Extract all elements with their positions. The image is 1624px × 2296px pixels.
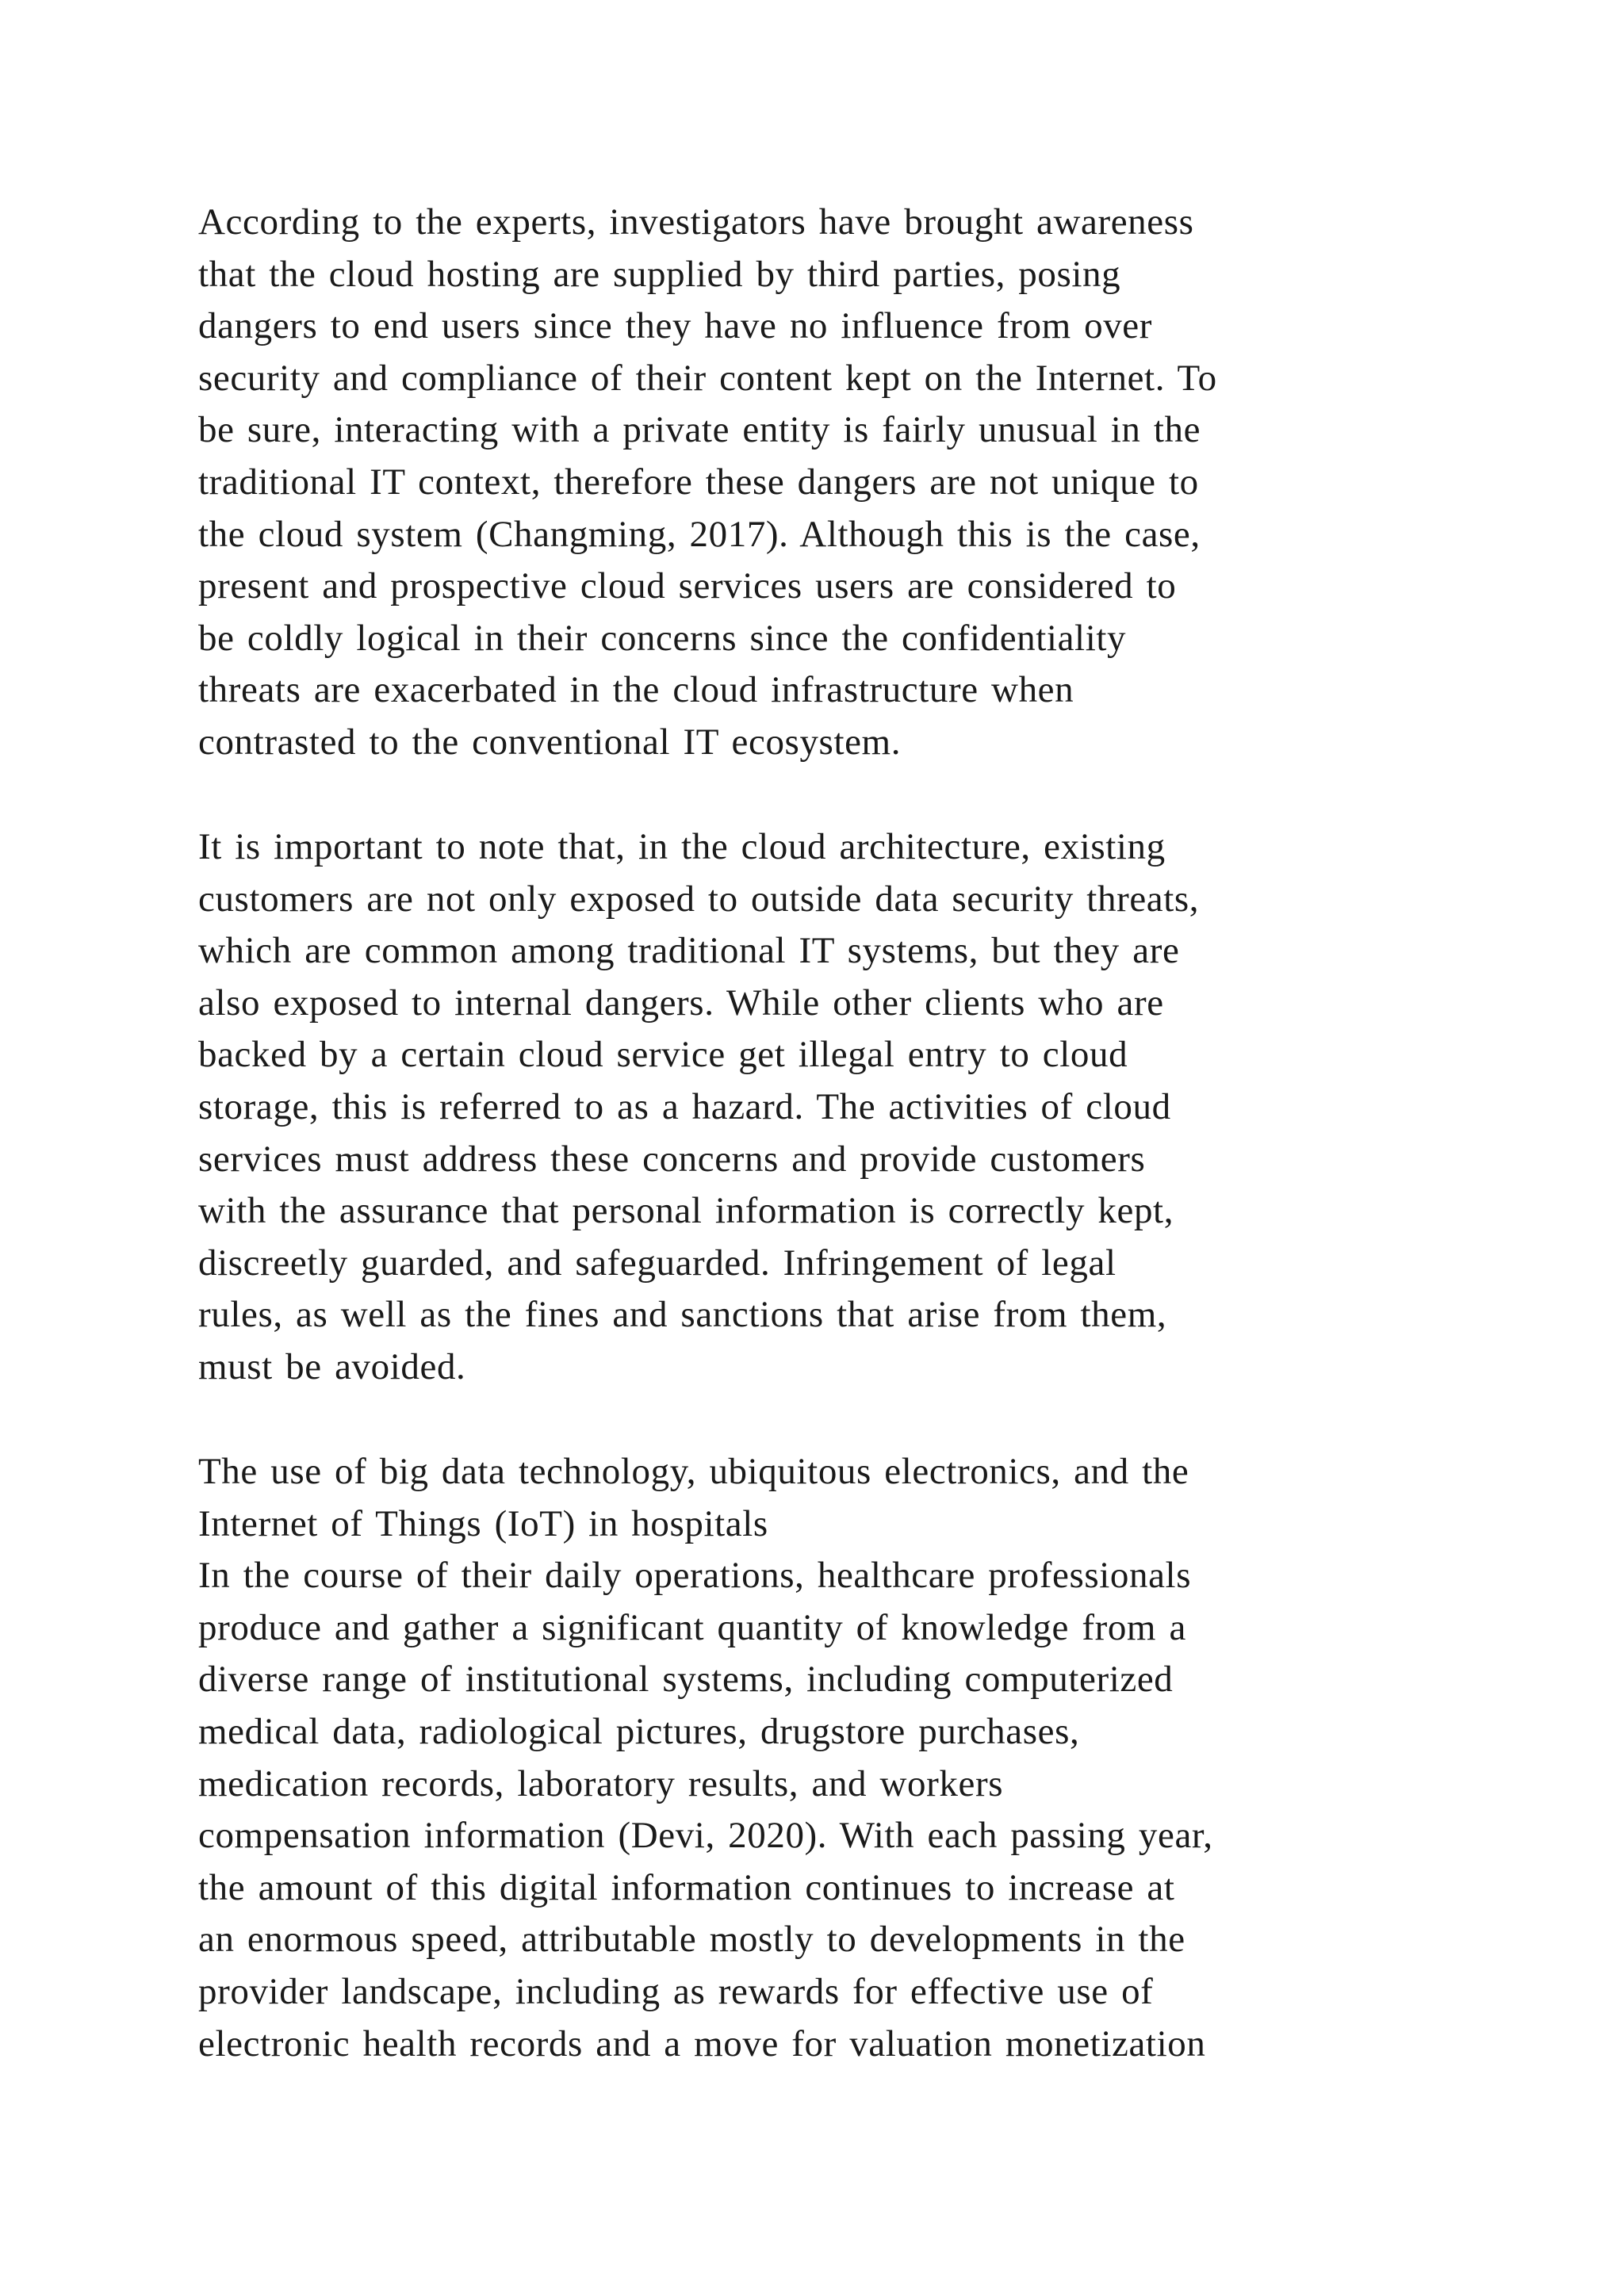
- text-line: dangers to end users since they have no influence from over: [198, 305, 1153, 347]
- text-line: contrasted to the conventional IT ecosystem.: [198, 721, 902, 763]
- text-line: electronic health records and a move for valuation monetization: [198, 2022, 1206, 2064]
- text-line: threats are exacerbated in the cloud infrastructure when: [198, 669, 1074, 711]
- text-line: rules, as well as the fines and sanctions that arise from them,: [198, 1294, 1167, 1336]
- paragraph-big-data-iot-hospitals: [198, 1446, 1467, 2070]
- text-line: customers are not only exposed to outside data security threats,: [198, 878, 1200, 920]
- text-line: Internet of Things (IoT) in hospitals: [198, 1502, 768, 1544]
- text-line: with the assurance that personal information is correctly kept,: [198, 1190, 1174, 1232]
- text-line: medical data, radiological pictures, drugstore purchases,: [198, 1710, 1080, 1752]
- text-line: the amount of this digital information continues to increase at: [198, 1866, 1175, 1908]
- text-line: present and prospective cloud services users are considered to: [198, 565, 1177, 607]
- text-line: provider landscape, including as rewards for effective use of: [198, 1970, 1154, 2012]
- text-line: According to the experts, investigators have brought awareness: [198, 201, 1194, 243]
- text-line: compensation information (Devi, 2020). With each passing year,: [198, 1815, 1213, 1857]
- text-line: also exposed to internal dangers. While other clients who are: [198, 982, 1164, 1024]
- text-line: that the cloud hosting are supplied by third parties, posing: [198, 253, 1121, 295]
- text-line: diverse range of institutional systems, including computerized: [198, 1659, 1174, 1701]
- paragraph-internal-dangers: [198, 821, 1467, 1394]
- text-line: discreetly guarded, and safeguarded. Infringement of legal: [198, 1242, 1116, 1284]
- text-line: backed by a certain cloud service get illegal entry to cloud: [198, 1034, 1128, 1076]
- text-line: be sure, interacting with a private entity is fairly unusual in the: [198, 409, 1201, 451]
- text-line: be coldly logical in their concerns since the confidentiality: [198, 617, 1127, 659]
- text-line: which are common among traditional IT systems, but they are: [198, 930, 1180, 972]
- text-line: security and compliance of their content kept on the Internet. To: [198, 357, 1217, 399]
- text-line: The use of big data technology, ubiquitous electronics, and the: [198, 1451, 1189, 1492]
- text-line: produce and gather a significant quantity of knowledge from a: [198, 1606, 1186, 1648]
- paragraph-cloud-hosting-risks: [198, 197, 1467, 769]
- text-line: the cloud system (Changming, 2017). Although this is the case,: [198, 513, 1201, 555]
- text-line: traditional IT context, therefore these dangers are not unique to: [198, 461, 1199, 503]
- text-line: services must address these concerns and provide customers: [198, 1138, 1146, 1180]
- text-line: In the course of their daily operations, healthcare professionals: [198, 1555, 1192, 1597]
- text-line: It is important to note that, in the cloud architecture, existing: [198, 826, 1166, 867]
- text-line: an enormous speed, attributable mostly to developments in the: [198, 1919, 1185, 1961]
- text-line: medication records, laboratory results, and workers: [198, 1762, 1004, 1804]
- text-line: must be avoided.: [198, 1345, 466, 1387]
- text-line: storage, this is referred to as a hazard. The activities of cloud: [198, 1085, 1171, 1127]
